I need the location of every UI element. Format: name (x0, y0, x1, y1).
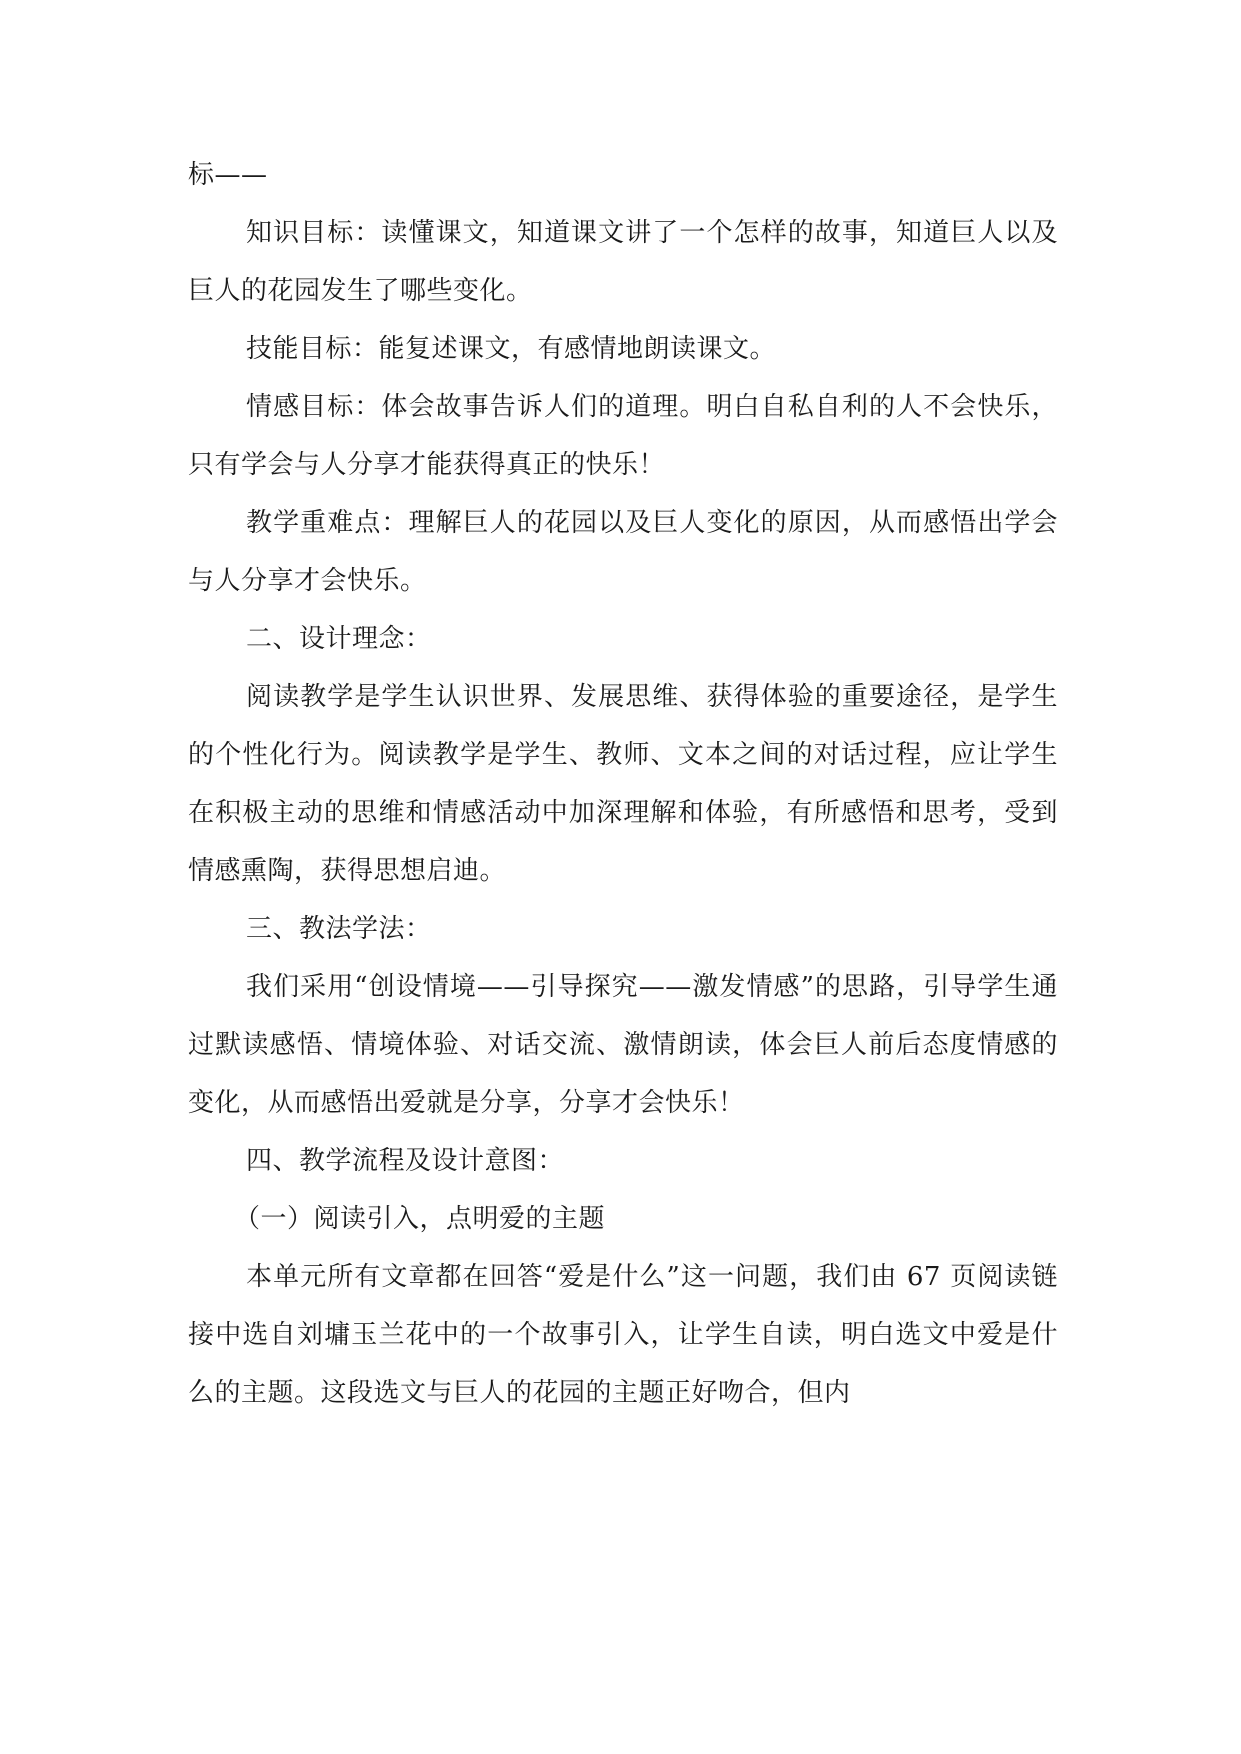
section-heading-design-concept: 二、设计理念： (246, 624, 432, 654)
paragraph-design-concept: 阅读教学是学生认识世界、发展思维、获得体验的重要途径，是学生的个性化行为。阅读教学是学生、教师、文本之间的对话过程，应让学生在积极主动的思维和情感活动中加深理解和体验，有所感悟和思考，受到情感熏陶，获得思想启迪。 (188, 682, 1058, 886)
paragraph-teaching-methods: 我们采用“创设情境——引导探究——激发情感”的思路，引导学生通过默读感悟、情境体验、对话交流、激情朗读，体会巨人前后态度情感的变化，从而感悟出爱就是分享，分享才会快乐！ (188, 972, 1058, 1118)
paragraph-emotion-goal: 情感目标：体会故事告诉人们的道理。明白自私自利的人不会快乐，只有学会与人分享才能获得真正的快乐！ (188, 392, 1058, 480)
paragraph-key-difficulties: 教学重难点：理解巨人的花园以及巨人变化的原因，从而感悟出学会与人分享才会快乐。 (188, 508, 1058, 596)
paragraph-knowledge-goal: 知识目标：读懂课文，知道课文讲了一个怎样的故事，知道巨人以及巨人的花园发生了哪些变化。 (188, 218, 1058, 306)
paragraph-continuation: 标—— (188, 160, 268, 190)
subsection-heading-reading-intro: （一）阅读引入，点明爱的主题 (234, 1204, 606, 1234)
paragraph-reading-intro: 本单元所有文章都在回答“爱是什么”这一问题，我们由 67 页阅读链接中选自刘墉玉兰花中的一个故事引入，让学生自读，明白选文中爱是什么的主题。这段选文与巨人的花园的主题正好吻合，但内 (188, 1262, 1058, 1408)
section-heading-teaching-process: 四、教学流程及设计意图： (246, 1146, 565, 1176)
document-body (188, 146, 1058, 1422)
paragraph-skill-goal: 技能目标：能复述课文，有感情地朗读课文。 (246, 334, 777, 364)
section-heading-teaching-methods: 三、教法学法： (246, 914, 432, 944)
